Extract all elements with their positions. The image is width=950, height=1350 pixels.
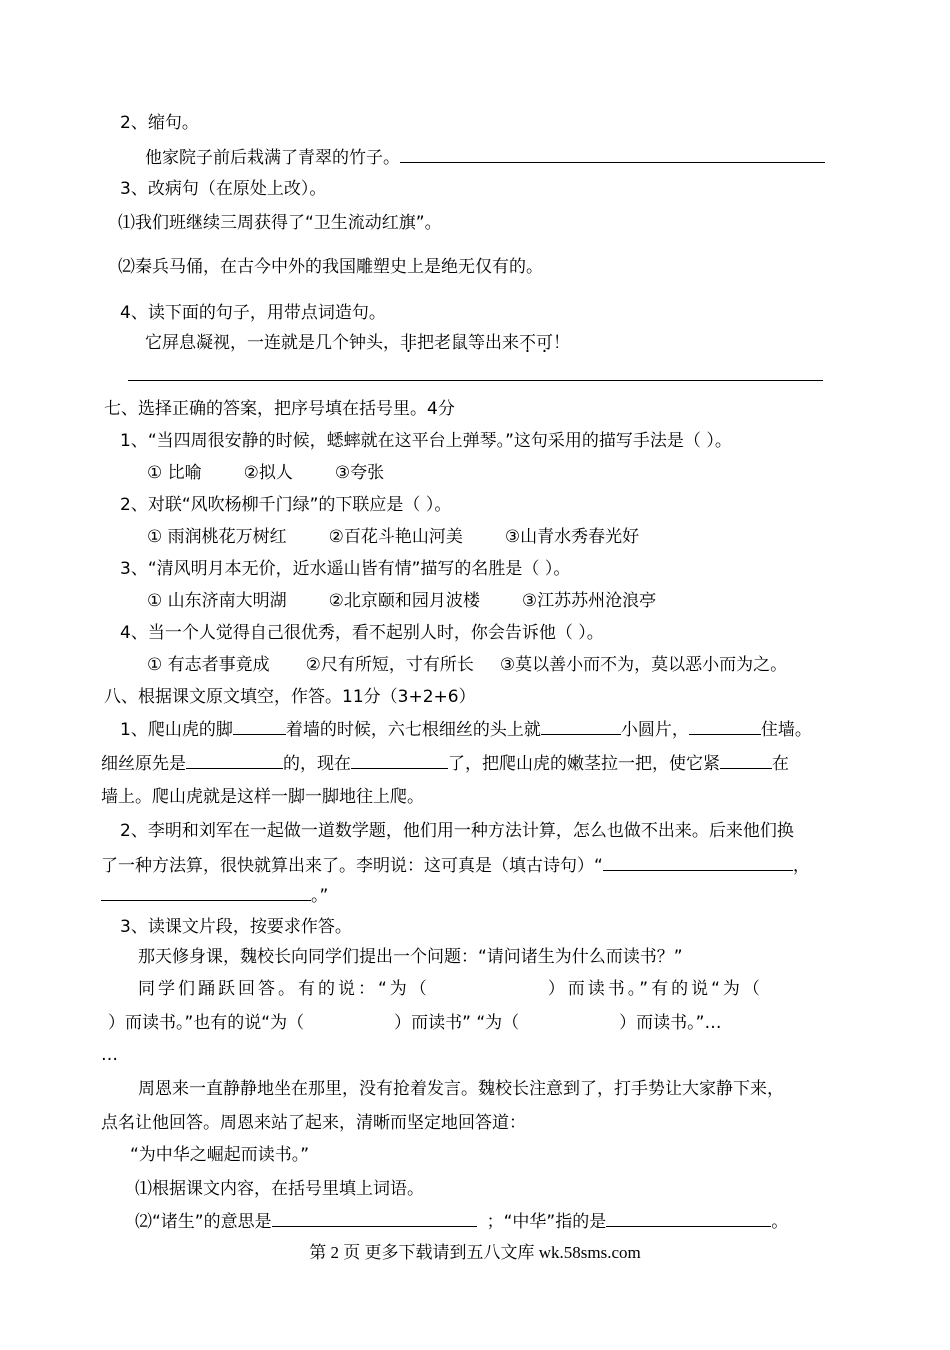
q6-3-title: 3、改病句（在原处上改）。: [120, 179, 327, 199]
dotted-word: 非: [400, 333, 417, 353]
dotted-word: 不: [519, 333, 536, 353]
answer-blank[interactable]: [603, 854, 793, 871]
text: 了，把爬山虎的嫩茎拉一把，使它紧: [448, 754, 720, 774]
q7-3: 3、“清风明月本无价，近水遥山皆有情”描写的名胜是（ ）。: [120, 559, 571, 579]
q8-2-line1: 2、李明和刘军在一起做一道数学题，他们用一种方法计算，怎么也做不出来。后来他们换: [120, 821, 794, 841]
text: 的，现在: [283, 754, 351, 774]
answer-blank[interactable]: [606, 1210, 771, 1227]
passage-line-1: 那天修身课，魏校长向同学们提出一个问题：“请问诸生为什么而读书？”: [138, 947, 683, 967]
option: ③夸张: [334, 463, 385, 483]
answer-line[interactable]: [128, 380, 823, 381]
text: 同学们踊跃回答。有的说：“为（: [138, 979, 430, 999]
section-8-title: 八、根据课文原文填空，作答。11分（3+2+6）: [104, 687, 476, 707]
text: 1、爬山虎的脚: [120, 720, 233, 740]
option: ③江苏苏州沧浪亭: [521, 591, 657, 611]
option: ③莫以善小而不为，莫以恶小而为之。: [499, 655, 788, 675]
option: ②尺有所短，寸有所长: [305, 655, 474, 675]
text: ⑵“诸生”的意思是: [135, 1212, 272, 1232]
q7-4-options: [147, 654, 787, 676]
q7-2-options: [147, 526, 639, 548]
passage-line-2: [138, 978, 763, 1000]
option: ②百花斗艳山河美: [328, 527, 463, 547]
page-footer: 第 2 页 更多下载请到五八文库 wk.58sms.com: [309, 1243, 641, 1262]
text: 着墙的时候，六七根细丝的头上就: [285, 720, 541, 740]
q7-3-options: [147, 590, 656, 612]
passage-line-3: [108, 1012, 721, 1034]
q6-4-part: 它屏息凝视，一连就是几个钟头，: [145, 333, 400, 353]
answer-blank[interactable]: [233, 718, 286, 735]
q7-1-options: [147, 462, 384, 484]
option: ③山青水秀春光好: [504, 527, 640, 547]
answer-blank[interactable]: [186, 752, 283, 769]
text: 。”: [311, 886, 329, 906]
text: 小圆片，: [620, 720, 689, 740]
option: ① 山东济南大明湖: [147, 591, 287, 611]
answer-blank[interactable]: [272, 1210, 477, 1227]
q6-4-title: 4、读下面的句子，用带点词造句。: [120, 303, 386, 323]
text: ，: [792, 856, 810, 876]
option: ① 雨润桃花万树红: [147, 527, 287, 547]
q6-3-sentence-1: ⑴我们班继续三周获得了“卫生流动红旗”。: [118, 213, 442, 233]
q6-4-part: 把老鼠等出来: [417, 333, 519, 353]
text: 。: [771, 1212, 789, 1232]
option: ②北京颐和园月波楼: [328, 591, 480, 611]
section-7-title: 七、选择正确的答案，把序号填在括号里。4分: [104, 399, 455, 419]
text: ）而读书。”…: [619, 1013, 722, 1033]
q6-4-sentence: [145, 332, 570, 354]
q8-2-line2: [101, 854, 810, 877]
q8-3-title: 3、读课文片段，按要求作答。: [120, 917, 352, 937]
text: ）而读书。”也有的说“为（: [108, 1013, 305, 1033]
text: 住墙。: [760, 720, 812, 740]
text: ）而读书。”有的说“为（: [547, 979, 763, 999]
answer-blank[interactable]: [400, 146, 825, 163]
q8-1-line3: 墙上。爬山虎就是这样一脚一脚地往上爬。: [101, 787, 424, 807]
q6-4-part: ！: [553, 333, 570, 353]
q6-3-sentence-2: ⑵秦兵马俑，在古今中外的我国雕塑史上是绝无仅有的。: [118, 257, 543, 277]
passage-line-5: 点名让他回答。周恩来站了起来，清晰而坚定地回答道：: [101, 1113, 526, 1133]
answer-blank[interactable]: [720, 752, 772, 769]
q8-3-sub1: ⑴根据课文内容，在括号里填上词语。: [135, 1179, 424, 1199]
answer-blank[interactable]: [351, 752, 448, 769]
q6-2-sentence: [145, 146, 825, 169]
q7-4: 4、当一个人觉得自己很优秀，看不起别人时，你会告诉他（ ）。: [120, 623, 604, 643]
q7-2: 2、对联“风吹杨柳千门绿”的下联应是（ ）。: [120, 495, 452, 515]
answer-blank[interactable]: [101, 884, 311, 901]
option: ① 有志者事竟成: [147, 655, 270, 675]
text: ；“中华”指的是: [486, 1212, 607, 1232]
dotted-word: 可: [536, 333, 553, 353]
answer-blank[interactable]: [689, 718, 761, 735]
option: ②拟人: [243, 463, 293, 483]
q7-1: 1、“当四周很安静的时候，蟋蟀就在这平台上弹琴。”这句采用的描写手法是（ ）。: [120, 431, 732, 451]
text: 了一种方法算，很快就算出来了。李明说：这可真是（填古诗句）“: [101, 856, 603, 876]
passage-line-3-cont: …: [101, 1045, 118, 1065]
text: ）而读书” “为（: [394, 1013, 520, 1033]
q6-2-text: 他家院子前后栽满了青翠的竹子。: [145, 148, 400, 168]
q8-1-line1: [120, 718, 812, 741]
passage-line-6: “为中华之崛起而读书。”: [130, 1145, 310, 1165]
text: 在: [772, 754, 789, 774]
passage-line-4: 周恩来一直静静地坐在那里，没有抢着发言。魏校长注意到了，打手势让大家静下来，: [138, 1079, 784, 1099]
text: 细丝原先是: [101, 754, 186, 774]
answer-blank[interactable]: [541, 718, 621, 735]
q6-2-title: 2、缩句。: [120, 113, 199, 133]
q8-2-line3: [101, 884, 328, 907]
option: ① 比喻: [147, 463, 202, 483]
q8-1-line2: [101, 752, 789, 775]
q8-3-sub2: [135, 1210, 788, 1233]
